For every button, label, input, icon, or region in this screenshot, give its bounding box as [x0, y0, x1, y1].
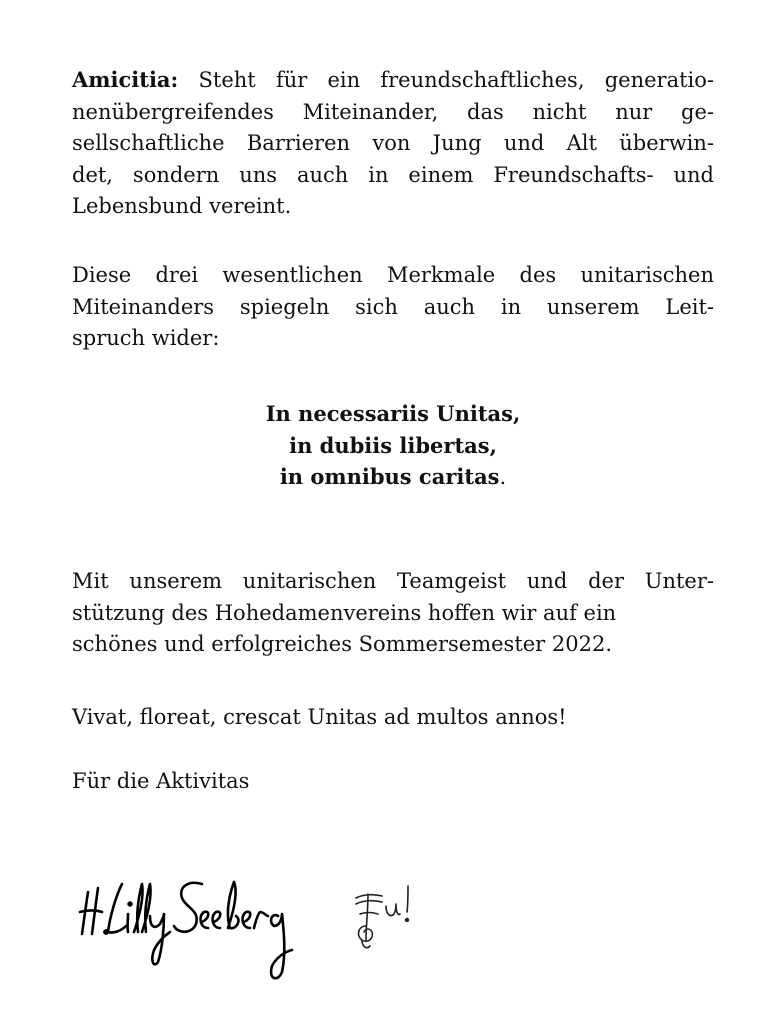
teamgeist-line-1: Mit unserem unitarischen Teamgeist und der Unter-	[72, 569, 714, 593]
zirkel-emblem	[348, 882, 428, 966]
amicitia-line-4: det, sondern uns auch in einem Freundschafts- und	[72, 162, 714, 187]
teamgeist-paragraph	[72, 566, 714, 661]
amicitia-paragraph	[72, 64, 714, 223]
merkmale-line-1: Diese drei wesentlichen Merkmale des unitarischen	[72, 263, 714, 287]
amicitia-line-1: Amicitia: Steht für ein freundschaftliches, generatio-	[72, 67, 714, 92]
merkmale-line-2: Miteinanders spiegeln sich auch in unserem Leit-	[72, 294, 714, 319]
closing-line: Für die Aktivitas	[72, 769, 250, 793]
amicitia-term: Amicitia:	[72, 67, 179, 92]
vivat-line: Vivat, floreat, crescat Unitas ad multos annos!	[72, 705, 567, 729]
merkmale-paragraph	[72, 260, 714, 355]
amicitia-line-2: nenübergreifendes Miteinander, das nicht nur ge-	[72, 99, 714, 124]
motto-line-3: in omnibus caritas.	[279, 464, 507, 489]
handwritten-signature	[78, 870, 318, 994]
teamgeist-line-3: schönes und erfolgreiches Sommersemester 2022.	[72, 632, 613, 656]
motto-end-dot: .	[499, 465, 507, 489]
teamgeist-line-2: stützung des Hohedamenvereins hoffen wir auf ein	[72, 600, 617, 625]
amicitia-line-5: Lebensbund vereint.	[72, 194, 292, 218]
amicitia-line-3: sellschaftliche Barrieren von Jung und Alt überwin-	[72, 131, 714, 155]
motto-line-2: in dubiis libertas,	[289, 432, 497, 458]
merkmale-line-3: spruch wider:	[72, 326, 220, 350]
motto-line-1: In necessariis Unitas,	[265, 401, 521, 426]
motto	[72, 398, 714, 494]
